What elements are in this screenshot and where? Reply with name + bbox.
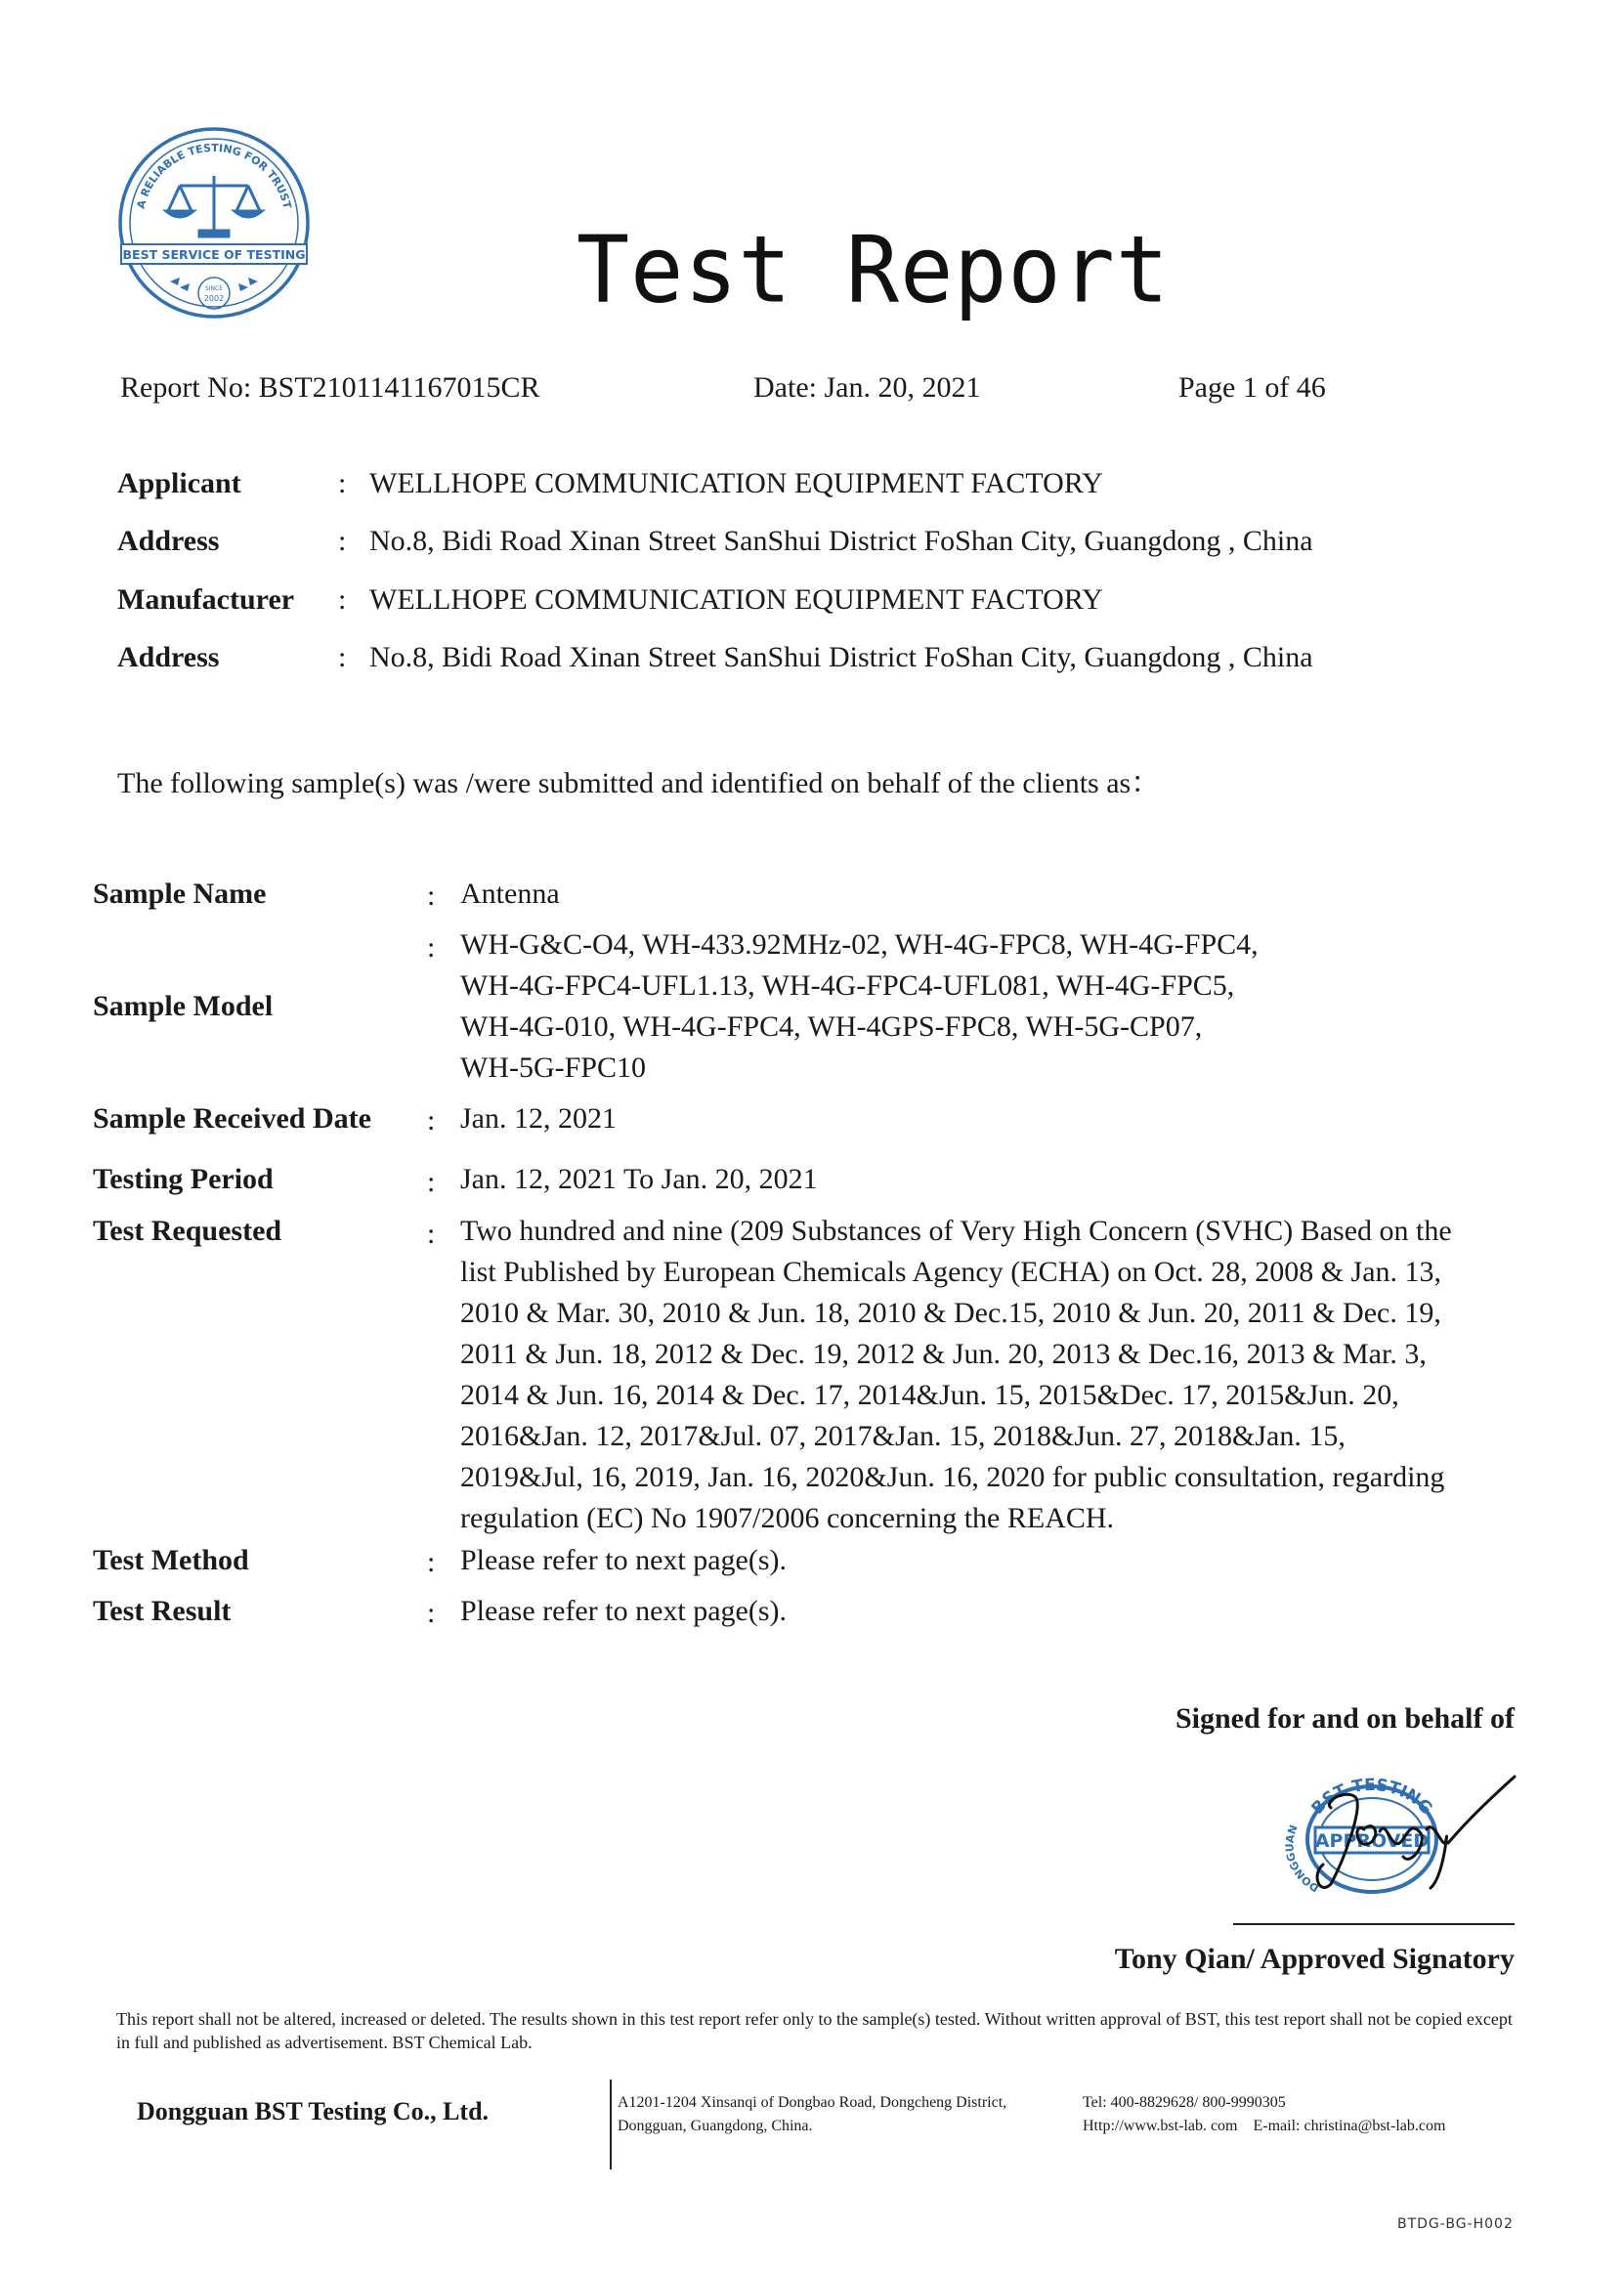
test-requested-line: 2016&Jan. 12, 2017&Jul. 07, 2017&Jan. 15, 2018&Jun. 27, 2018&Jan. 15, — [460, 1420, 1346, 1452]
test-requested-line: list Published by European Chemicals Agency (ECHA) on Oct. 28, 2008 & Jan. 13, — [460, 1256, 1442, 1288]
manufacturer-address-label: Address — [117, 641, 220, 673]
signature-line — [1233, 1923, 1515, 1925]
sample-model-line: WH-5G-FPC10 — [460, 1051, 647, 1084]
testing-period-label: Testing Period — [93, 1163, 274, 1195]
separator: : — [427, 1597, 436, 1629]
separator: : — [427, 1546, 436, 1578]
balance-scale-icon — [166, 176, 262, 236]
stamp-approved-text: APPROVED — [1314, 1830, 1430, 1852]
test-result-label: Test Result — [93, 1595, 232, 1627]
sample-model-line: WH-4G-010, WH-4G-FPC4, WH-4GPS-FPC8, WH-5G-CP07, — [460, 1010, 1203, 1043]
separator: : — [427, 1104, 436, 1137]
company-name: Dongguan BST Testing Co., Ltd. — [137, 2097, 490, 2125]
test-result-value: Please refer to next page(s). — [460, 1595, 788, 1627]
page-title: Test Report — [577, 216, 1171, 324]
test-requested-line: regulation (EC) No 1907/2006 concerning the REACH. — [460, 1502, 1115, 1534]
separator: : — [427, 931, 436, 964]
received-date-label: Sample Received Date — [93, 1102, 371, 1135]
stamp-left-text: DONGGUAN — [1283, 1823, 1322, 1895]
company-contact — [1083, 2091, 1445, 2138]
sample-model-label: Sample Model — [93, 990, 274, 1022]
separator: : — [338, 583, 347, 616]
address-line: Dongguan, Guangdong, China. — [618, 2118, 813, 2134]
test-requested-line: 2014 & Jun. 16, 2014 & Dec. 17, 2014&Jun. 15, 2015&Dec. 17, 2015&Jun. 20, — [460, 1379, 1399, 1411]
report-number: Report No: BST2101141167015CR — [120, 371, 540, 404]
test-requested-line: 2019&Jul, 16, 2019, Jan. 16, 2020&Jun. 16, 2020 for public consultation, regarding — [460, 1461, 1445, 1493]
test-requested-line: Two hundred and nine (209 Substances of Very High Concern (SVHC) Based on the — [460, 1215, 1452, 1247]
svg-text:BST TESTING — [1307, 1776, 1435, 1819]
test-method-label: Test Method — [93, 1544, 249, 1576]
applicant-address-label: Address — [117, 525, 220, 557]
received-date-value: Jan. 12, 2021 — [460, 1102, 617, 1135]
test-requested-line: 2010 & Mar. 30, 2010 & Jun. 18, 2010 & Dec.15, 2010 & Jun. 20, 2011 & Dec. 19, — [460, 1297, 1441, 1329]
sample-name-label: Sample Name — [93, 878, 267, 910]
manufacturer-value: WELLHOPE COMMUNICATION EQUIPMENT FACTORY — [369, 583, 1103, 616]
approval-stamp-signature — [1255, 1749, 1518, 1906]
disclaimer-text: This report shall not be altered, increased or deleted. The results shown in this test report refer only to the sample(s) tested. Without written approval of BST, this test report shall not be copied except in full and published as advertisement. BST Chemical Lab. — [116, 2009, 1513, 2052]
testing-period-value: Jan. 12, 2021 To Jan. 20, 2021 — [460, 1163, 818, 1195]
report-date: Date: Jan. 20, 2021 — [753, 371, 981, 404]
signatory-name: Tony Qian/ Approved Signatory — [1114, 1943, 1515, 1975]
manufacturer-label: Manufacturer — [117, 583, 295, 616]
signed-on-behalf-text: Signed for and on behalf of — [1175, 1702, 1515, 1735]
test-requested-label: Test Requested — [93, 1215, 282, 1247]
contact-tel: Tel: 400-8829628/ 800-9990305 — [1083, 2094, 1286, 2111]
logo-since-text: SINCE — [204, 285, 224, 292]
separator: : — [427, 1166, 436, 1198]
intro-text: The following sample(s) was /were submitted and identified on behalf of the clients as： — [117, 767, 1161, 799]
applicant-label: Applicant — [117, 467, 241, 499]
sample-name-value: Antenna — [460, 878, 560, 910]
address-line: A1201-1204 Xinsanqi of Dongbao Road, Dongcheng District, — [618, 2094, 1007, 2111]
logo-banner-text: BEST SERVICE OF TESTING — [122, 247, 306, 262]
separator: : — [427, 1218, 436, 1250]
separator: : — [338, 467, 347, 499]
page-number: Page 1 of 46 — [1178, 371, 1326, 404]
test-method-value: Please refer to next page(s). — [460, 1544, 788, 1576]
sample-model-value — [460, 924, 1259, 1089]
manufacturer-address-value: No.8, Bidi Road Xinan Street SanShui District FoShan City, Guangdong , China — [369, 641, 1313, 673]
test-requested-value — [460, 1211, 1452, 1539]
separator: : — [338, 525, 347, 557]
logo-year-text: 2002 — [203, 294, 225, 303]
document-code: BTDG-BG-H002 — [1397, 2216, 1514, 2232]
separator: : — [338, 641, 347, 673]
stamp-top-text: BST TESTING — [1307, 1775, 1436, 1819]
applicant-address-value: No.8, Bidi Road Xinan Street SanShui District FoShan City, Guangdong , China — [369, 525, 1313, 557]
separator: : — [427, 880, 436, 912]
test-requested-line: 2011 & Jun. 18, 2012 & Dec. 19, 2012 & Jun. 20, 2013 & Dec.16, 2013 & Mar. 3, — [460, 1338, 1427, 1370]
company-logo — [115, 125, 313, 321]
footer-divider — [610, 2080, 612, 2169]
sample-model-line: WH-G&C-O4, WH-433.92MHz-02, WH-4G-FPC8, WH-4G-FPC4, — [460, 928, 1259, 961]
logo-top-text: A RELIABLE TESTING FOR TRUST — [134, 141, 294, 210]
sample-model-line: WH-4G-FPC4-UFL1.13, WH-4G-FPC4-UFL081, WH-4G-FPC5, — [460, 969, 1235, 1002]
applicant-value: WELLHOPE COMMUNICATION EQUIPMENT FACTORY — [369, 467, 1103, 499]
company-address — [618, 2091, 1006, 2138]
contact-web-email: Http://www.bst-lab. com E-mail: christina@bst-lab.com — [1083, 2118, 1446, 2134]
